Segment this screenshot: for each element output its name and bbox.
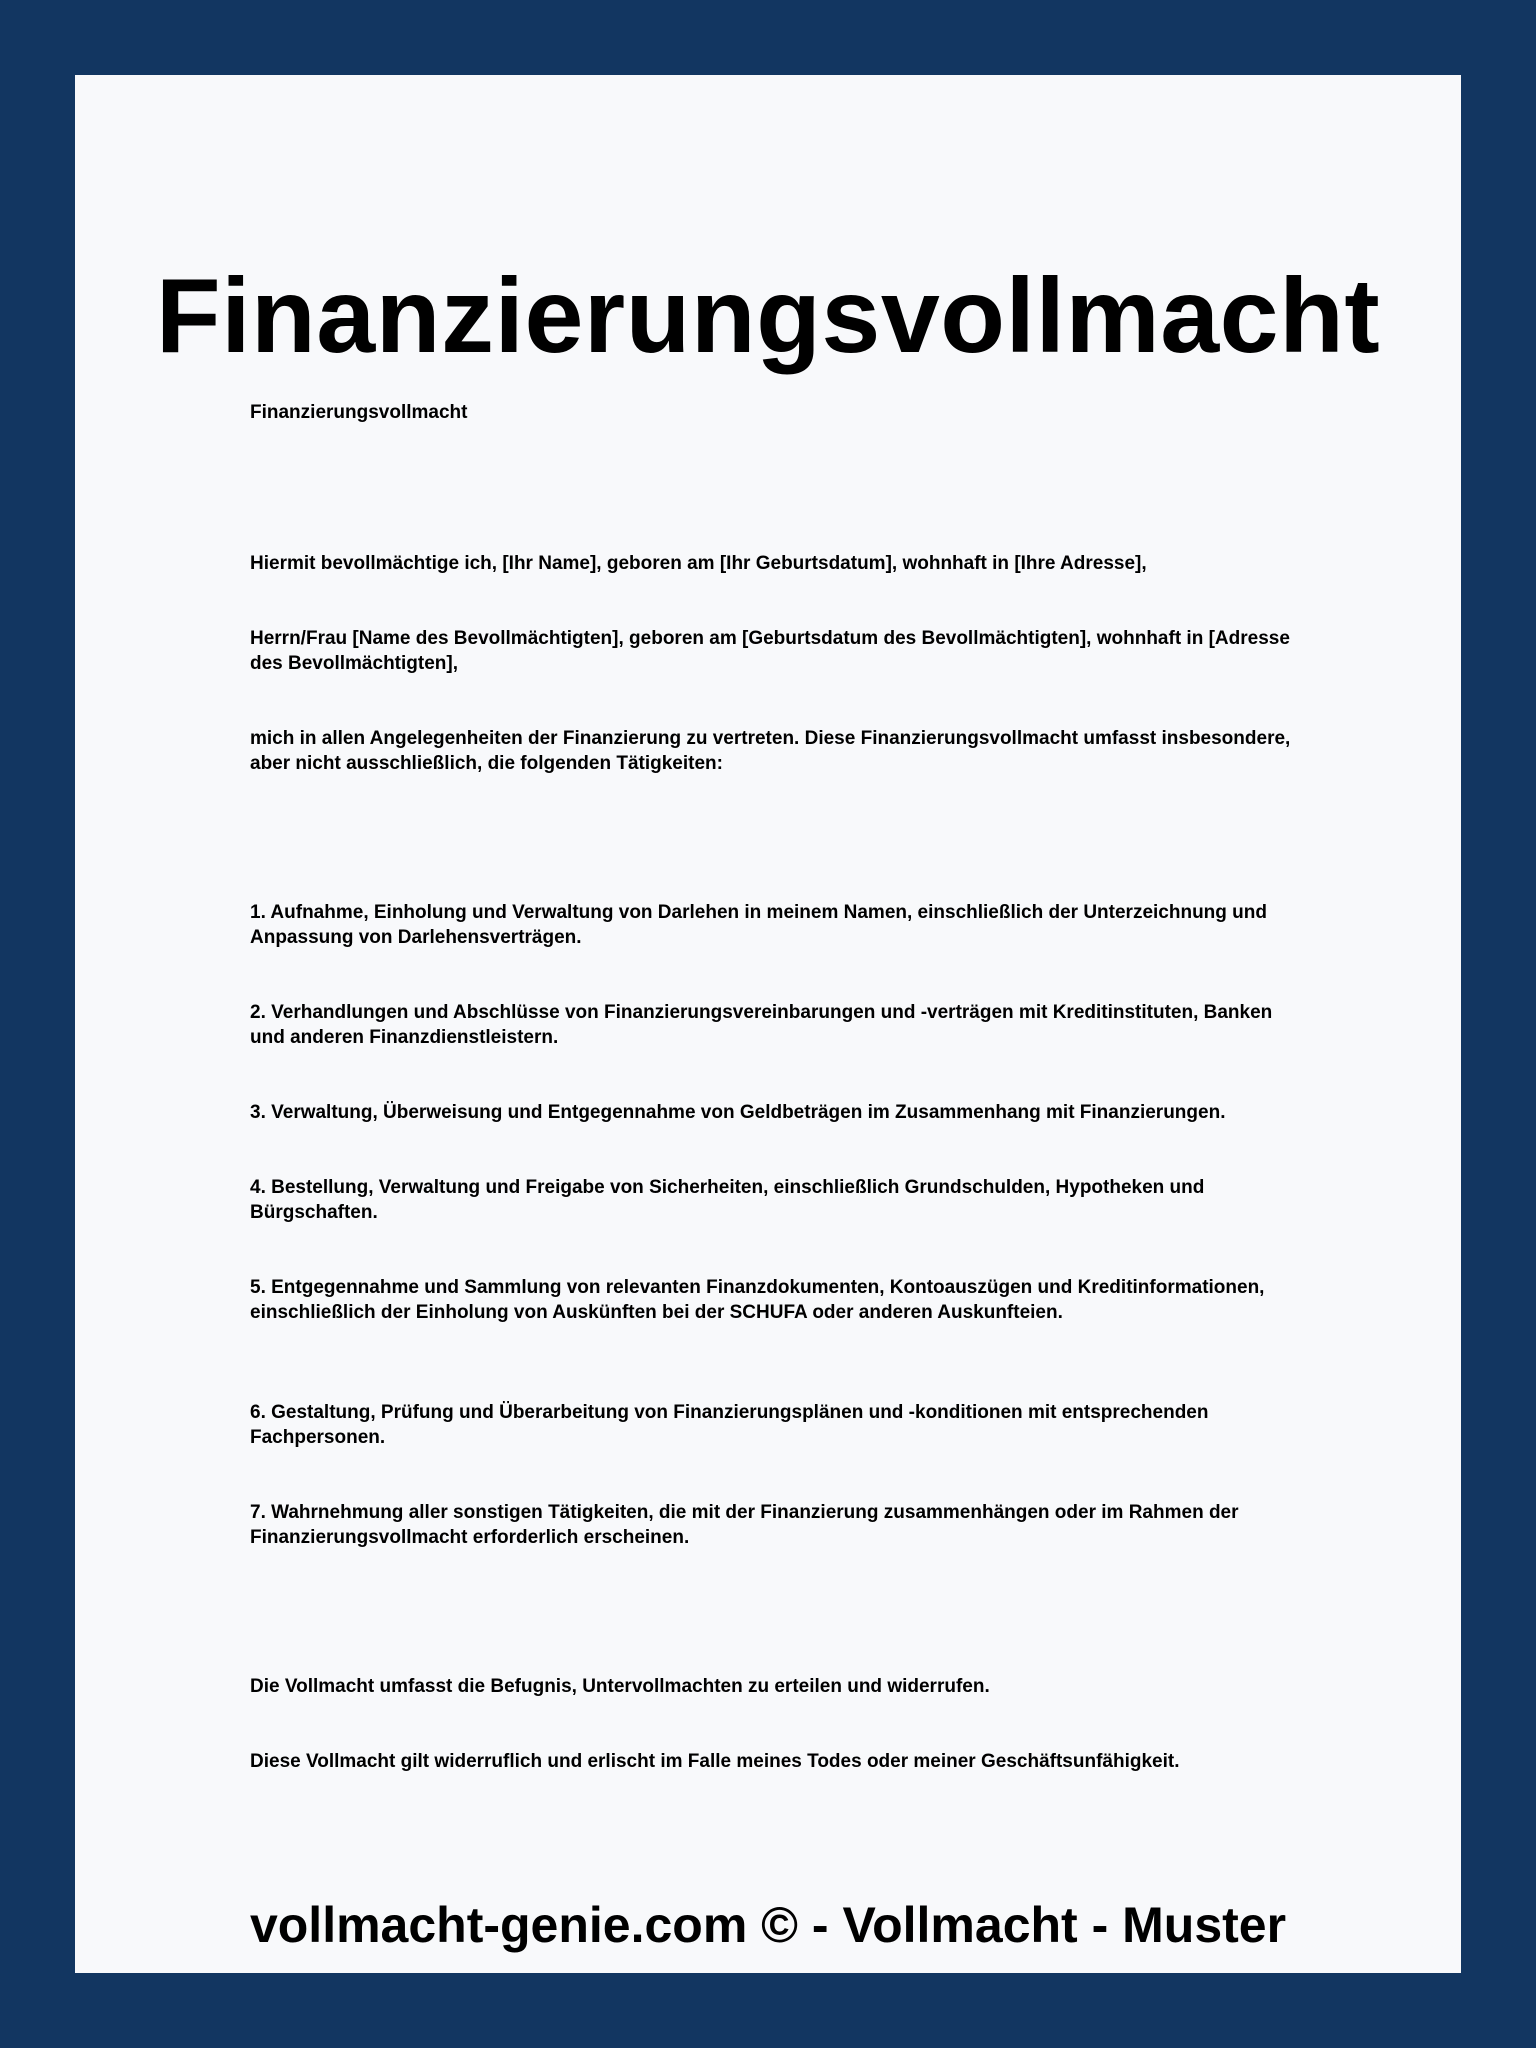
footer-watermark: vollmacht-genie.com © - Vollmacht - Muster: [249, 1897, 1287, 1953]
paragraph-sub-power: Die Vollmacht umfasst die Befugnis, Untervollmachten zu erteilen und widerrufen.: [250, 1676, 990, 1697]
list-item: 2. Verhandlungen und Abschlüsse von Finanzierungsvereinbarungen und -verträgen mit Kreditinstituten, Banken und anderen Finanzdienstleistern.: [250, 1002, 1273, 1048]
paragraph-intro: Hiermit bevollmächtige ich, [Ihr Name], geboren am [Ihr Geburtsdatum], wohnhaft in [Ihre Adresse],: [250, 553, 1147, 574]
paragraph-agent: Herrn/Frau [Name des Bevollmächtigten], geboren am [Geburtsdatum des Bevollmächtigten], wohnhaft in [Adresse des Bevollmächtigten],: [250, 628, 1290, 674]
list-item: 3. Verwaltung, Überweisung und Entgegennahme von Geldbeträgen im Zusammenhang mit Finanzierungen.: [250, 1102, 1226, 1123]
document-subtitle: Finanzierungsvollmacht: [250, 402, 468, 423]
paragraph-validity: Diese Vollmacht gilt widerruflich und erlischt im Falle meines Todes oder meiner Geschäftsunfähigkeit.: [250, 1751, 1180, 1772]
list-item: 6. Gestaltung, Prüfung und Überarbeitung von Finanzierungsplänen und -konditionen mit entsprechenden Fachpersonen.: [250, 1402, 1209, 1448]
list-item: 1. Aufnahme, Einholung und Verwaltung von Darlehen in meinem Namen, einschließlich der Unterzeichnung und Anpassung von Darlehensverträgen.: [250, 902, 1267, 948]
list-item: 7. Wahrnehmung aller sonstigen Tätigkeiten, die mit der Finanzierung zusammenhängen oder im Rahmen der Finanzierungsvollmacht erforderlich erscheinen.: [250, 1502, 1239, 1548]
document-title: Finanzierungsvollmacht: [155, 257, 1381, 375]
paragraph-scope: mich in allen Angelegenheiten der Finanzierung zu vertreten. Diese Finanzierungsvollmacht umfasst insbesondere, aber nicht ausschließlich, die folgenden Tätigkeiten:: [250, 728, 1291, 774]
list-item: 5. Entgegennahme und Sammlung von relevanten Finanzdokumenten, Kontoauszügen und Kreditinformationen, einschließlich der Einholung von Auskünften bei der SCHUFA oder anderen Auskunfteien.: [250, 1277, 1265, 1323]
list-item: 4. Bestellung, Verwaltung und Freigabe von Sicherheiten, einschließlich Grundschulden, Hypotheken und Bürgschaften.: [250, 1177, 1205, 1223]
